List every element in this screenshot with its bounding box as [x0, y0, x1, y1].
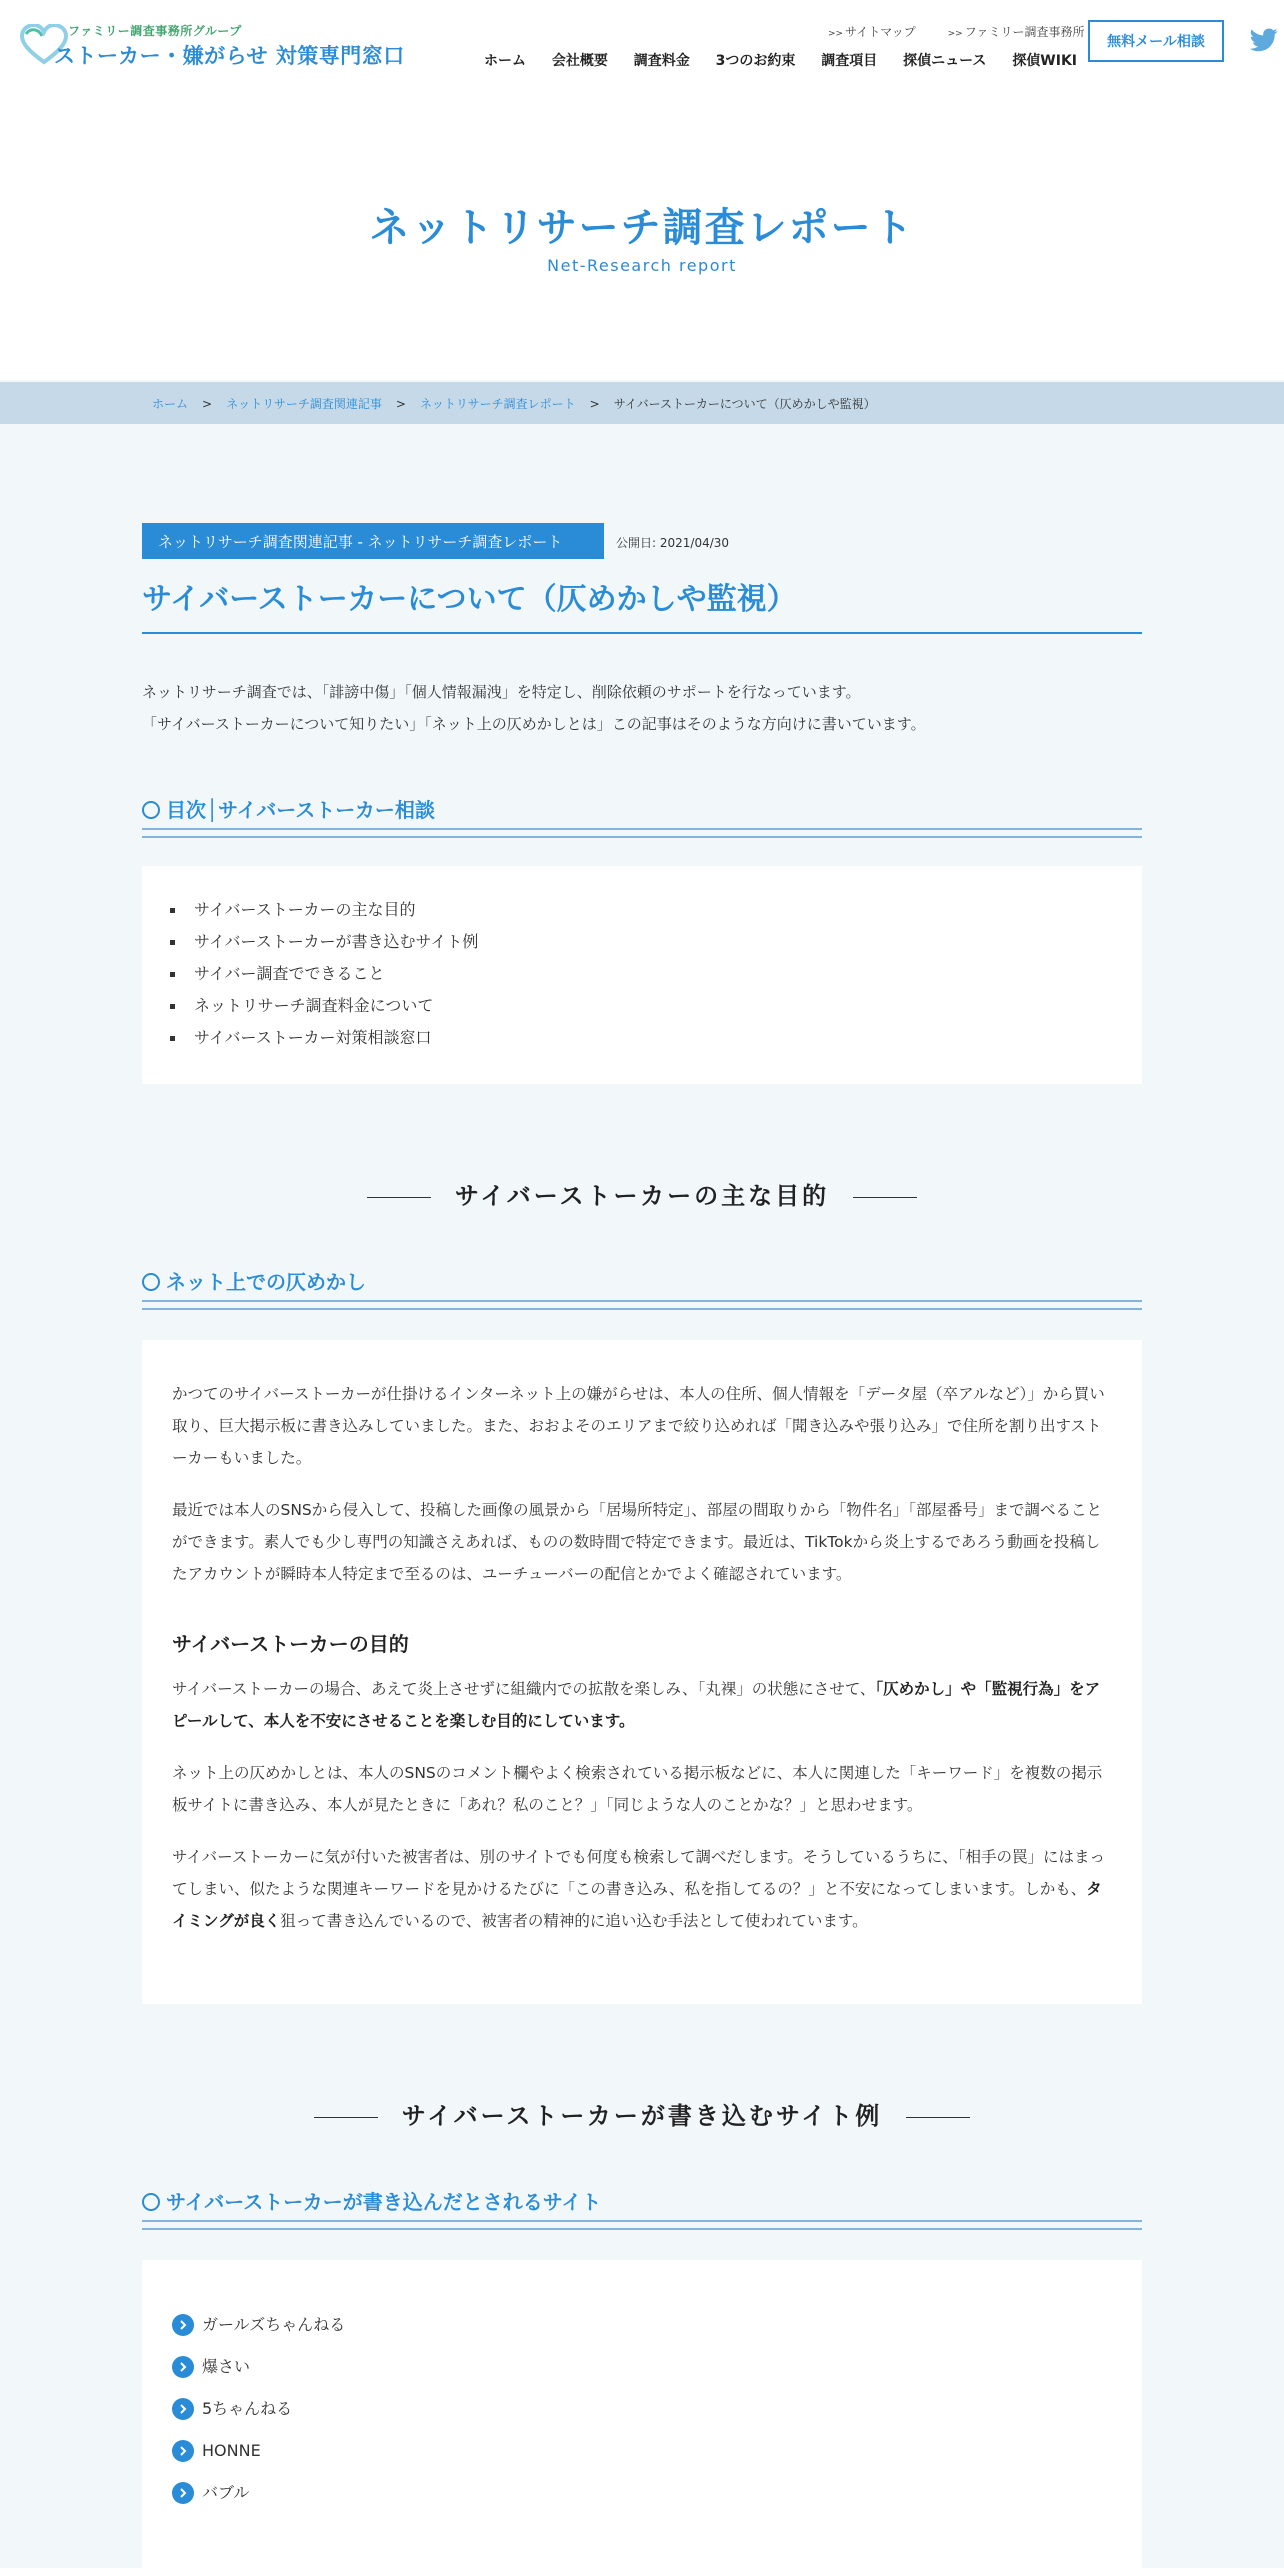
- breadcrumb-home[interactable]: ホーム: [152, 397, 189, 411]
- breadcrumb-current: サイバーストーカーについて（仄めかしや監視）: [613, 397, 876, 411]
- site-header: [0, 0, 1284, 380]
- chevron-right-icon: [172, 2482, 194, 2504]
- category-tag[interactable]: ネットリサーチ調査関連記事 - ネットリサーチ調査レポート: [142, 523, 604, 559]
- twitter-icon[interactable]: [1250, 28, 1278, 52]
- site-logo[interactable]: [20, 22, 405, 70]
- section-body-purpose: [142, 1340, 1142, 2004]
- paragraph: サイバーストーカーの場合、あえて炎上させずに組織内での拡散を楽しみ、「丸裸」の状態にさせて、「仄めかし」や「監視行為」をアピールして、本人を不安にさせることを楽しむ目的にしています。: [172, 1680, 1101, 1730]
- page-subtitle: Net-Research report: [547, 256, 737, 275]
- chevron-right-icon: [172, 2356, 194, 2378]
- logo-subtitle: ファミリー調査事務所グループ: [68, 24, 242, 38]
- article-title: サイバーストーカーについて（仄めかしや監視）: [142, 574, 1142, 634]
- subheading-sites: サイバーストーカーが書き込んだとされるサイト: [142, 2186, 1142, 2230]
- paragraph: 最近では本人のSNSから侵入して、投稿した画像の風景から「居場所特定」、部屋の間取りから「物件名」「部屋番号」まで調べることができます。素人でも少し専門の知識さえあれば、ものの数時間で特定できます。最近は、TikTokから炎上するであろう動画を投稿したアカウントが瞬時本人特定まで至るのは、ユーチューバーの配信とかでよく確認されています。: [172, 1501, 1102, 1583]
- double-chevron-icon: >>: [947, 29, 963, 39]
- subsection-title: サイバーストーカーの目的: [172, 1632, 409, 1656]
- breadcrumb: [0, 382, 1284, 424]
- chevron-right-icon: [172, 2314, 194, 2336]
- site-list: [142, 2260, 1142, 2568]
- paragraph: ネット上の仄めかしとは、本人のSNSのコメント欄やよく検索されている掲示板などに、本人に関連した「キーワード」を複数の掲示板サイトに書き込み、本人が見たときに「あれ？私のこと？」「同じような人のことかな？」と思わせます。: [172, 1764, 1103, 1814]
- section-heading-purpose: サイバーストーカーの主な目的: [0, 1176, 1284, 1211]
- double-chevron-icon: >>: [828, 29, 844, 39]
- nav-promises[interactable]: 3つのお約束: [715, 53, 796, 69]
- nav-investigations[interactable]: 調査項目: [821, 53, 878, 69]
- nav-wiki[interactable]: 探偵WIKI: [1012, 53, 1078, 69]
- top-link-sitemap[interactable]: >> サイトマップ: [828, 25, 916, 39]
- list-item: 5ちゃんねる: [172, 2388, 1142, 2430]
- intro-line: 「サイバーストーカーについて知りたい」「ネット上の仄めかしとは」この記事はそのような方向けに書いています。: [142, 715, 926, 733]
- nav-news[interactable]: 探偵ニュース: [903, 53, 987, 69]
- top-links: [828, 23, 1112, 40]
- free-mail-consult-button[interactable]: 無料メール相談: [1088, 20, 1224, 62]
- paragraph: かつてのサイバーストーカーが仕掛けるインターネット上の嫌がらせは、本人の住所、個人情報を「データ屋（卒アルなど）」から買い取り、巨大掲示板に書き込みしていました。また、おおよそのエリアまで絞り込めれば「聞き込みや張り込み」で住所を割り出すストーカーもいました。: [172, 1385, 1105, 1467]
- section-heading-sites: サイバーストーカーが書き込むサイト例: [0, 2096, 1284, 2131]
- toc-item[interactable]: サイバーストーカーの主な目的: [190, 894, 1142, 926]
- toc-item[interactable]: ネットリサーチ調査料金について: [190, 990, 1142, 1022]
- list-item: HONNE: [172, 2430, 1142, 2472]
- top-link-family[interactable]: >> ファミリー調査事務所: [947, 25, 1085, 39]
- divider-line: [906, 2117, 970, 2118]
- breadcrumb-research-report[interactable]: ネットリサーチ調査レポート: [419, 397, 576, 411]
- nav-home[interactable]: ホーム: [484, 53, 526, 69]
- divider-line: [853, 1197, 917, 1198]
- published-date: 公開日: 2021/04/30: [616, 536, 730, 550]
- circle-icon: [142, 2193, 160, 2211]
- breadcrumb-separator: >: [395, 397, 406, 411]
- divider-line: [314, 2117, 378, 2118]
- chevron-right-icon: [172, 2440, 194, 2462]
- nav-pricing[interactable]: 調査料金: [633, 53, 690, 69]
- logo-title: ストーカー・嫌がらせ 対策専門窓口: [54, 44, 405, 68]
- toc-item[interactable]: サイバーストーカー対策相談窓口: [190, 1022, 1142, 1054]
- table-of-contents: [142, 866, 1142, 1084]
- intro-line: ネットリサーチ調査では、「誹謗中傷」「個人情報漏洩」を特定し、削除依頼のサポートを行なっています。: [142, 683, 861, 701]
- breadcrumb-separator: >: [202, 397, 213, 411]
- page-title: ネットリサーチ調査レポート: [369, 205, 915, 251]
- chevron-right-icon: [172, 2398, 194, 2420]
- toc-heading: 目次│サイバーストーカー相談: [142, 794, 1142, 838]
- list-item: ガールズちゃんねる: [172, 2304, 1142, 2346]
- circle-icon: [142, 801, 160, 819]
- toc-item[interactable]: サイバー調査でできること: [190, 958, 1142, 990]
- main-nav: [484, 50, 1098, 70]
- breadcrumb-separator: >: [589, 397, 600, 411]
- toc-item[interactable]: サイバーストーカーが書き込むサイト例: [190, 926, 1142, 958]
- circle-icon: [142, 1273, 160, 1291]
- list-item: バブル: [172, 2472, 1142, 2514]
- breadcrumb-research-articles[interactable]: ネットリサーチ調査関連記事: [226, 397, 382, 411]
- nav-company[interactable]: 会社概要: [551, 53, 608, 69]
- article-intro: [142, 676, 1142, 740]
- paragraph: サイバーストーカーに気が付いた被害者は、別のサイトでも何度も検索して調べだします。そうしているうちに、「相手の罠」にはまってしまい、似たような関連キーワードを見かけるたびに「この書き込み、私を指してるの？」と不安になってしまいます。しかも、タイミングが良く狙って書き込んでいるので、被害者の精神的に追い込む手法として使われています。: [172, 1848, 1105, 1930]
- divider-line: [367, 1197, 431, 1198]
- list-item: 爆さい: [172, 2346, 1142, 2388]
- subheading-innuendo: ネット上での仄めかし: [142, 1266, 1142, 1310]
